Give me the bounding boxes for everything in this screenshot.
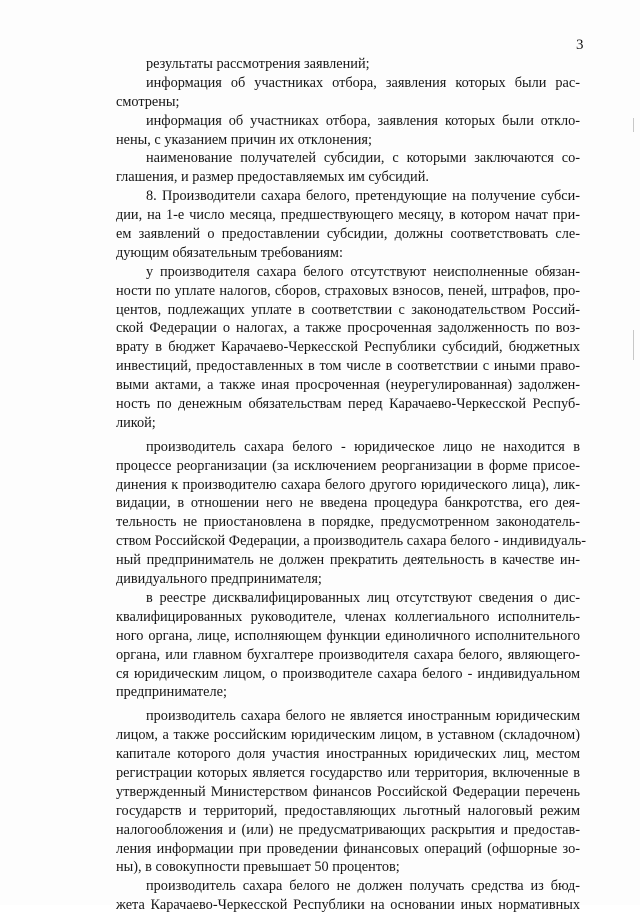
text-line: производитель сахара белого - юридическое лицо не находится в bbox=[146, 438, 580, 455]
text-line: лицом, а также российским юридическим лицом, в уставном (складочном) bbox=[116, 727, 580, 744]
scan-edge-mark bbox=[633, 330, 634, 360]
text-line: наименование получателей субсидии, с которыми заключаются со- bbox=[146, 150, 580, 167]
text-line: ный предприниматель не должен прекратить деятельность в качестве ин- bbox=[116, 552, 580, 569]
text-line: производитель сахара белого не должен получать средства из бюд- bbox=[146, 878, 580, 895]
text-line: ся юридическим лицом, о производителе сахара белого - индивидуальном bbox=[116, 665, 580, 682]
text-line: ем заявлений о предоставлении субсидии, должны соответствовать сле- bbox=[116, 226, 580, 243]
text-line: регистрации которых является государство или территория, включенные в bbox=[116, 764, 580, 781]
text-line: ления информации при проведении финансовых операций (офшорные зо- bbox=[116, 840, 580, 857]
text-line: нены, с указанием причин их отклонения; bbox=[116, 131, 372, 148]
text-line: глашения, и размер предоставляемых им субсидий. bbox=[116, 169, 429, 186]
text-line: ством Российской Федерации, а производитель сахара белого - индивидуаль- bbox=[116, 533, 587, 550]
text-line: дивидуального предпринимателя; bbox=[116, 571, 322, 588]
text-line: ность по денежным обязательствам перед Карачаево-Черкесской Респуб- bbox=[116, 396, 580, 413]
text-line: в реестре дисквалифицированных лиц отсутствуют сведения о дис- bbox=[146, 589, 580, 606]
scan-edge-mark bbox=[633, 118, 634, 132]
text-line: ской Федерации о налогах, а также просроченная задолженность по воз- bbox=[116, 320, 580, 337]
text-line: дии, на 1-е число месяца, предшествующего месяцу, в котором начат при- bbox=[116, 207, 580, 224]
text-line: центов, подлежащих уплате в соответствии с законодательством Россий- bbox=[116, 301, 580, 318]
text-line: органа, или главном бухгалтере производителя сахара белого, являющего- bbox=[116, 646, 580, 663]
text-line: 8. Производители сахара белого, претендующие на получение субси- bbox=[146, 188, 580, 205]
text-line: утвержденный Министерством финансов Российской Федерации перечень bbox=[116, 783, 580, 800]
page-number: 3 bbox=[576, 37, 584, 53]
text-line: ны), в совокупности превышает 50 процентов; bbox=[116, 859, 400, 876]
text-line: дующим обязательным требованиям: bbox=[116, 244, 343, 261]
text-line: динения к производителю сахара белого другого юридического лица), лик- bbox=[116, 476, 580, 493]
text-line: капитале которого доля участия иностранных юридических лиц, местом bbox=[116, 746, 580, 763]
text-line: тельность не приостановлена в порядке, предусмотренном законодатель- bbox=[116, 514, 580, 531]
text-line: производитель сахара белого не является иностранным юридическим bbox=[146, 708, 580, 725]
text-line: жета Карачаево-Черкесской Республики на основании иных нормативных bbox=[116, 897, 580, 914]
text-line: процессе реорганизации (за исключением реорганизации в форме присое- bbox=[116, 457, 580, 474]
text-line: ликой; bbox=[116, 414, 156, 431]
text-line: налогообложения и (или) не предусматривающих раскрытия и предостав- bbox=[116, 821, 580, 838]
text-line: государств и территорий, предоставляющих льготный налоговый режим bbox=[116, 802, 580, 819]
text-line: информация об участниках отбора, заявления которых были откло- bbox=[146, 112, 580, 129]
text-line: результаты рассмотрения заявлений; bbox=[146, 56, 370, 72]
text-line: ного органа, лице, исполняющем функции единоличного исполнительного bbox=[116, 627, 580, 644]
text-line: смотрены; bbox=[116, 93, 180, 110]
text-line: врату в бюджет Карачаево-Черкесской Республики субсидий, бюджетных bbox=[116, 339, 580, 356]
text-line: квалифицированных руководителе, членах коллегиального исполнитель- bbox=[116, 608, 580, 625]
text-line: у производителя сахара белого отсутствуют неисполненные обязан- bbox=[146, 263, 580, 280]
text-line: видации, в отношении него не введена процедура банкротства, его дея- bbox=[116, 495, 580, 512]
document-body bbox=[116, 55, 587, 915]
text-line: предпринимателе; bbox=[116, 684, 227, 701]
text-line: выми актами, а также иная просроченная (неурегулированная) задолжен- bbox=[116, 377, 580, 394]
text-line: информация об участниках отбора, заявления которых были рас- bbox=[146, 74, 580, 91]
text-line: ности по уплате налогов, сборов, страховых взносов, пеней, штрафов, про- bbox=[116, 282, 580, 299]
text-line: инвестиций, предоставленных в том числе в соответствии с иными право- bbox=[116, 358, 580, 375]
